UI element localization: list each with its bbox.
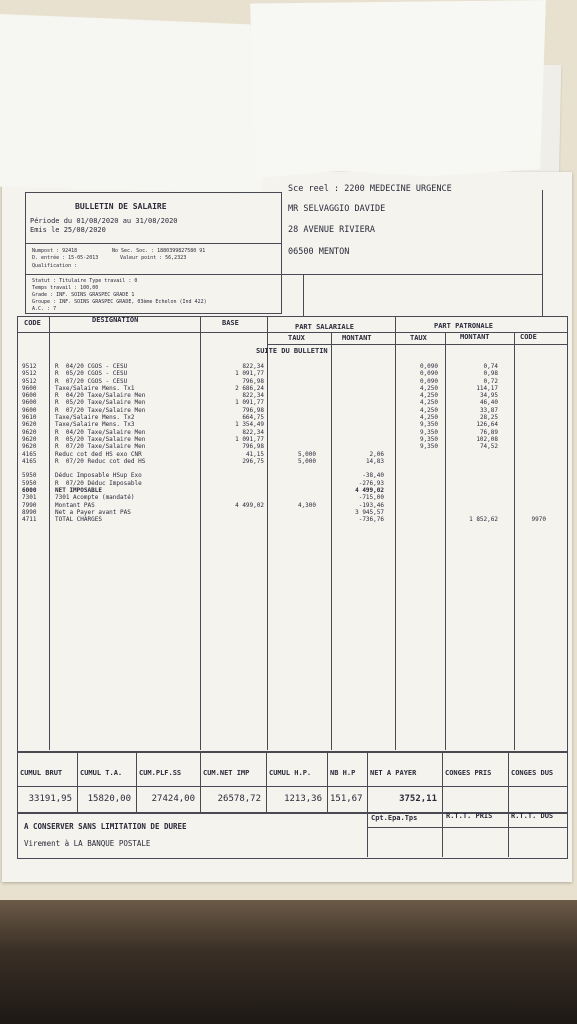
header-code-2: CODE <box>520 333 537 341</box>
table-cell-designation: Taxe/Salaire Mens. Tx2 <box>55 414 135 422</box>
table-cell-taux <box>270 399 316 406</box>
table-cell-taux <box>270 472 316 479</box>
entry-date: D. entrée : 15-05-2013 <box>32 255 99 261</box>
table-cell-code2: 9970 <box>531 516 546 524</box>
table-cell-montant <box>332 363 384 370</box>
table-cell-code: 7301 <box>22 494 37 502</box>
table-cell-montant_p <box>448 487 498 494</box>
floor-background <box>0 900 577 1024</box>
table-cell-base: 1 354,49 <box>235 421 264 429</box>
employee-name: MR SELVAGGIO DAVIDE <box>288 204 386 214</box>
service: Sce reel : 2200 MEDECINE URGENCE <box>288 184 452 194</box>
table-cell-designation: R 05/20 Taxe/Salaire Men <box>55 399 146 407</box>
code-column <box>22 363 48 524</box>
table-cell-montant_p: 114,17 <box>476 384 498 392</box>
totals-value: 3752,11 <box>399 794 437 804</box>
table-cell-montant_p: 0,72 <box>483 377 498 385</box>
table-cell-taux <box>270 494 316 501</box>
table-cell-designation: R 07/20 Reduc cot ded HS <box>55 457 146 465</box>
suite-du-bulletin: SUITE DU BULLETIN <box>256 347 328 355</box>
table-cell-taux <box>270 443 316 450</box>
table-cell-code: 7990 <box>22 501 37 509</box>
table-cell-taux <box>270 516 316 523</box>
table-cell-taux_p <box>398 509 438 516</box>
table-cell-montant_p: 46,40 <box>479 399 498 407</box>
table-cell-code: 4165 <box>22 457 37 465</box>
table-cell-designation: TOTAL CHARGES <box>55 516 102 524</box>
totals-value: 151,67 <box>330 794 363 804</box>
table-cell-taux_p: 4,250 <box>419 392 438 400</box>
table-cell-taux <box>270 421 316 428</box>
table-cell-montant <box>332 465 384 472</box>
table-cell-base <box>202 509 264 516</box>
table-cell-code: 4711 <box>22 516 37 524</box>
payment-method: Virement à LA BANQUE POSTALE <box>24 839 151 848</box>
table-cell-taux_p <box>398 480 438 487</box>
table-cell-designation: Déduc Imposable HSup Exo <box>55 472 142 480</box>
ac: A.C. : 7 <box>32 306 57 312</box>
table-cell-montant_p: 0,74 <box>483 363 498 370</box>
table-cell-montant_p: 74,52 <box>479 443 498 451</box>
table-cell-montant_p <box>448 465 498 472</box>
table-cell-code: 9600 <box>22 384 37 392</box>
table-cell-taux_p: 9,350 <box>419 443 438 451</box>
table-cell-montant <box>332 436 384 443</box>
table-cell-base: 796,98 <box>242 443 264 451</box>
temps-travail: Temps travail : 100,00 <box>32 285 99 291</box>
table-cell-designation: R 07/20 CGOS - CESU <box>55 377 128 385</box>
table-cell-code2 <box>516 509 546 516</box>
table-cell-code2 <box>516 436 546 443</box>
totals-label: CUMUL BRUT <box>20 770 63 777</box>
grade: Grade : INF. SOINS GRASPEC GRADE 1 <box>32 292 135 298</box>
table-cell-montant_p: 34,95 <box>479 392 498 400</box>
taux-column <box>270 363 316 524</box>
table-cell-montant: 14,83 <box>365 457 384 465</box>
header-montant: MONTANT <box>342 334 372 342</box>
table-cell-code: 9620 <box>22 443 37 451</box>
table-cell-base <box>202 494 264 501</box>
table-cell-taux_p: 4,250 <box>419 414 438 422</box>
table-cell-designation: Taxe/Salaire Mens. Tx3 <box>55 421 135 429</box>
totals-label: NET A PAYER <box>370 770 417 777</box>
table-cell-montant <box>332 370 384 377</box>
rtt-pris: R.T.T. PRIS <box>446 812 493 820</box>
table-cell-code2 <box>516 487 546 494</box>
table-cell-taux_p <box>398 516 438 523</box>
table-cell-code2 <box>516 429 546 436</box>
table-cell-montant_p <box>448 458 498 465</box>
totals-value: 1213,36 <box>284 794 322 804</box>
table-cell-code2 <box>516 407 546 414</box>
table-cell-code2 <box>516 458 546 465</box>
table-cell-code: 9600 <box>22 399 37 407</box>
table-cell-code: 9600 <box>22 406 37 414</box>
totals-label: CUMUL T.A. <box>80 770 123 777</box>
table-cell-taux_p: 0,090 <box>419 363 438 370</box>
table-cell-taux_p: 4,250 <box>419 399 438 407</box>
table-cell-code: 6000 <box>22 487 37 495</box>
table-cell-montant <box>332 392 384 399</box>
table-cell-base: 41,15 <box>245 450 264 458</box>
table-cell-montant_p: 102,08 <box>476 435 498 443</box>
table-cell-code: 9620 <box>22 435 37 443</box>
table-cell-montant_p <box>448 494 498 501</box>
table-cell-base <box>202 472 264 479</box>
table-cell-taux_p: 9,350 <box>419 421 438 429</box>
table-cell-designation: R 07/20 Taxe/Salaire Men <box>55 406 146 414</box>
table-cell-designation: R 05/20 Taxe/Salaire Men <box>55 435 146 443</box>
table-cell-designation: Montant PAS <box>55 501 95 509</box>
table-cell-taux_p <box>398 502 438 509</box>
table-cell-taux <box>270 487 316 494</box>
table-cell-code: 9610 <box>22 414 37 422</box>
table-cell-code2 <box>516 363 546 370</box>
header-base: BASE <box>222 319 239 327</box>
table-cell-base: 2 686,24 <box>235 384 264 392</box>
header-code: CODE <box>24 319 41 327</box>
table-cell-montant_p: 33,87 <box>479 406 498 414</box>
table-cell-taux_p <box>398 465 438 472</box>
table-cell-taux <box>270 385 316 392</box>
designation-column <box>55 363 200 524</box>
header-montant-patronal: MONTANT <box>460 333 490 341</box>
table-cell-taux_p: 4,250 <box>419 406 438 414</box>
cpt-epa-tps: Cpt.Epa.Tps <box>371 814 418 822</box>
table-cell-taux <box>270 480 316 487</box>
totals-label: CONGES DUS <box>511 770 554 777</box>
table-cell-taux_p <box>398 451 438 458</box>
employee-address: 28 AVENUE RIVIERA <box>288 225 375 235</box>
montant-column <box>332 363 384 524</box>
table-cell-base <box>202 516 264 523</box>
conserver-notice: A CONSERVER SANS LIMITATION DE DUREE <box>24 822 187 831</box>
table-cell-base: 796,98 <box>242 377 264 385</box>
matricule: Numpost : 92418 <box>32 248 78 254</box>
totals-table <box>17 752 568 814</box>
table-cell-taux: 5,000 <box>297 457 316 465</box>
table-cell-designation: Taxe/Salaire Mens. Tx1 <box>55 384 135 392</box>
taux-patronal-column <box>398 363 438 524</box>
table-cell-code2 <box>516 480 546 487</box>
table-cell-code2 <box>516 392 546 399</box>
point-value: Valeur point : 56,2323 <box>120 255 187 261</box>
table-cell-montant: 4 499,02 <box>355 487 384 495</box>
totals-label: NB H.P <box>330 770 356 777</box>
table-cell-designation: R 04/20 CGOS - CESU <box>55 363 128 370</box>
table-cell-montant_p: 1 852,62 <box>469 516 498 524</box>
table-cell-code <box>22 465 48 472</box>
table-cell-montant_p <box>448 502 498 509</box>
table-cell-taux <box>270 429 316 436</box>
table-cell-designation: R 05/20 CGOS - CESU <box>55 370 128 378</box>
table-cell-code2 <box>516 465 546 472</box>
table-cell-taux_p: 9,350 <box>419 435 438 443</box>
table-cell-montant <box>332 407 384 414</box>
table-cell-montant: -276,93 <box>358 479 384 487</box>
table-cell-designation: R 04/20 Taxe/Salaire Men <box>55 392 146 400</box>
table-cell-code: 9512 <box>22 370 37 378</box>
table-cell-base: 822,34 <box>242 428 264 436</box>
table-cell-taux: 5,000 <box>297 450 316 458</box>
base-column <box>202 363 264 524</box>
table-cell-code: 9620 <box>22 421 37 429</box>
code2-column <box>516 363 546 524</box>
totals-label: CUM.PLF.SS <box>139 770 182 777</box>
statut: Statut : Titulaire Type travail : 0 <box>32 278 138 284</box>
table-cell-taux <box>270 378 316 385</box>
table-cell-taux <box>270 407 316 414</box>
table-cell-designation: Net a Payer avant PAS <box>55 508 131 516</box>
table-cell-code: 8990 <box>22 508 37 516</box>
table-cell-base: 1 091,77 <box>235 435 264 443</box>
table-cell-taux <box>270 509 316 516</box>
totals-label: CUM.NET IMP <box>203 770 250 777</box>
header-part-patronale: PART PATRONALE <box>434 322 494 330</box>
table-cell-code2 <box>516 421 546 428</box>
table-cell-montant <box>332 421 384 428</box>
table-cell-designation: R 07/20 Taxe/Salaire Men <box>55 443 146 451</box>
table-cell-designation: Reduc cot ded HS exo CNR <box>55 450 142 458</box>
table-cell-code: 9620 <box>22 428 37 436</box>
paper-cover-right <box>250 0 546 180</box>
table-cell-montant: -715,00 <box>358 494 384 502</box>
table-cell-base: 296,75 <box>242 457 264 465</box>
pay-period: Période du 01/08/2020 au 31/08/2020 <box>30 217 178 225</box>
table-cell-montant <box>332 399 384 406</box>
table-cell-code: 9512 <box>22 363 37 370</box>
table-cell-taux_p <box>398 494 438 501</box>
table-cell-taux <box>270 465 316 472</box>
rtt-dus: R.T.T. DUS <box>511 812 554 820</box>
qualification: Qualification : <box>32 263 78 269</box>
table-cell-montant_p <box>448 480 498 487</box>
table-cell-code2 <box>516 502 546 509</box>
table-cell-montant_p: 28,25 <box>479 414 498 422</box>
secu-number: No Sec. Soc. : 1880399827580 91 <box>112 248 206 254</box>
table-cell-montant: -38,40 <box>362 472 384 480</box>
table-cell-montant <box>332 429 384 436</box>
table-cell-taux_p <box>398 472 438 479</box>
table-cell-montant <box>332 385 384 392</box>
table-cell-montant_p <box>448 509 498 516</box>
table-cell-base: 796,98 <box>242 406 264 414</box>
table-cell-montant: 2,06 <box>369 450 384 458</box>
table-cell-base: 664,75 <box>242 414 264 422</box>
table-cell-montant <box>332 443 384 450</box>
header-taux: TAUX <box>288 334 305 342</box>
table-cell-code2 <box>516 370 546 377</box>
table-cell-designation: R 07/20 Déduc Imposable <box>55 479 142 487</box>
table-cell-designation: 7301 Acompte (mandaté) <box>55 494 135 502</box>
totals-value: 15820,00 <box>87 794 131 804</box>
table-cell-montant <box>332 378 384 385</box>
montant-patronal-column <box>448 363 498 524</box>
table-cell-montant: -736,76 <box>358 516 384 524</box>
header-part-salariale: PART SALARIALE <box>295 323 355 331</box>
table-cell-taux <box>270 370 316 377</box>
table-cell-taux <box>270 363 316 370</box>
table-cell-code2 <box>516 378 546 385</box>
totals-value: 26578,72 <box>217 794 261 804</box>
table-cell-base: 4 499,02 <box>235 501 264 509</box>
table-cell-montant_p <box>448 472 498 479</box>
table-cell-montant <box>332 414 384 421</box>
table-cell-base <box>202 480 264 487</box>
table-cell-taux_p: 9,350 <box>419 428 438 436</box>
table-cell-taux <box>270 414 316 421</box>
table-cell-montant_p <box>448 451 498 458</box>
table-cell-code2 <box>516 385 546 392</box>
table-cell-taux_p <box>398 458 438 465</box>
table-cell-code: 5950 <box>22 479 37 487</box>
payslip-title: BULLETIN DE SALAIRE <box>75 202 167 211</box>
table-cell-base <box>202 465 264 472</box>
table-cell-taux_p: 0,090 <box>419 377 438 385</box>
table-cell-designation: R 04/20 Taxe/Salaire Men <box>55 428 146 436</box>
totals-value: 33191,95 <box>28 794 72 804</box>
employee-city: 06500 MENTON <box>288 247 350 257</box>
table-cell-base: 822,34 <box>242 392 264 400</box>
table-cell-montant: -193,46 <box>358 501 384 509</box>
table-cell-code: 9512 <box>22 377 37 385</box>
table-cell-taux <box>270 436 316 443</box>
table-cell-code2 <box>516 472 546 479</box>
totals-value: 27424,00 <box>151 794 195 804</box>
issue-date: Emis le 25/08/2020 <box>30 226 106 234</box>
table-cell-taux_p: 0,090 <box>419 370 438 378</box>
table-cell-code2 <box>516 414 546 421</box>
table-cell-taux_p: 4,250 <box>419 384 438 392</box>
table-cell-montant: 3 945,57 <box>355 508 384 516</box>
table-cell-montant_p: 126,64 <box>476 421 498 429</box>
table-cell-designation: NET IMPOSABLE <box>55 487 102 495</box>
totals-label: CONGES PRIS <box>445 770 492 777</box>
table-cell-taux <box>270 392 316 399</box>
totals-label: CUMUL H.P. <box>269 770 312 777</box>
header-taux-patronal: TAUX <box>410 334 427 342</box>
groupe: Groupe : INF. SOINS GRASPEC GRADE, 03ème Echelon (Ind 422) <box>32 299 207 305</box>
table-cell-base: 1 091,77 <box>235 399 264 407</box>
table-cell-taux_p <box>398 487 438 494</box>
table-cell-taux: 4,300 <box>297 501 316 509</box>
table-cell-designation <box>55 465 200 472</box>
paper-cover-left <box>0 14 266 194</box>
table-cell-base: 1 091,77 <box>235 370 264 378</box>
table-cell-code: 5950 <box>22 472 37 480</box>
table-cell-code: 9600 <box>22 392 37 400</box>
table-cell-code: 4165 <box>22 450 37 458</box>
table-cell-base <box>202 487 264 494</box>
table-cell-code2 <box>516 451 546 458</box>
table-cell-code2 <box>516 399 546 406</box>
table-cell-montant_p: 76,89 <box>479 428 498 436</box>
table-cell-code2 <box>516 443 546 450</box>
header-designation: DESIGNATION <box>92 316 139 324</box>
table-cell-montant_p: 0,98 <box>483 370 498 378</box>
table-cell-code2 <box>516 494 546 501</box>
table-cell-base: 822,34 <box>242 363 264 370</box>
